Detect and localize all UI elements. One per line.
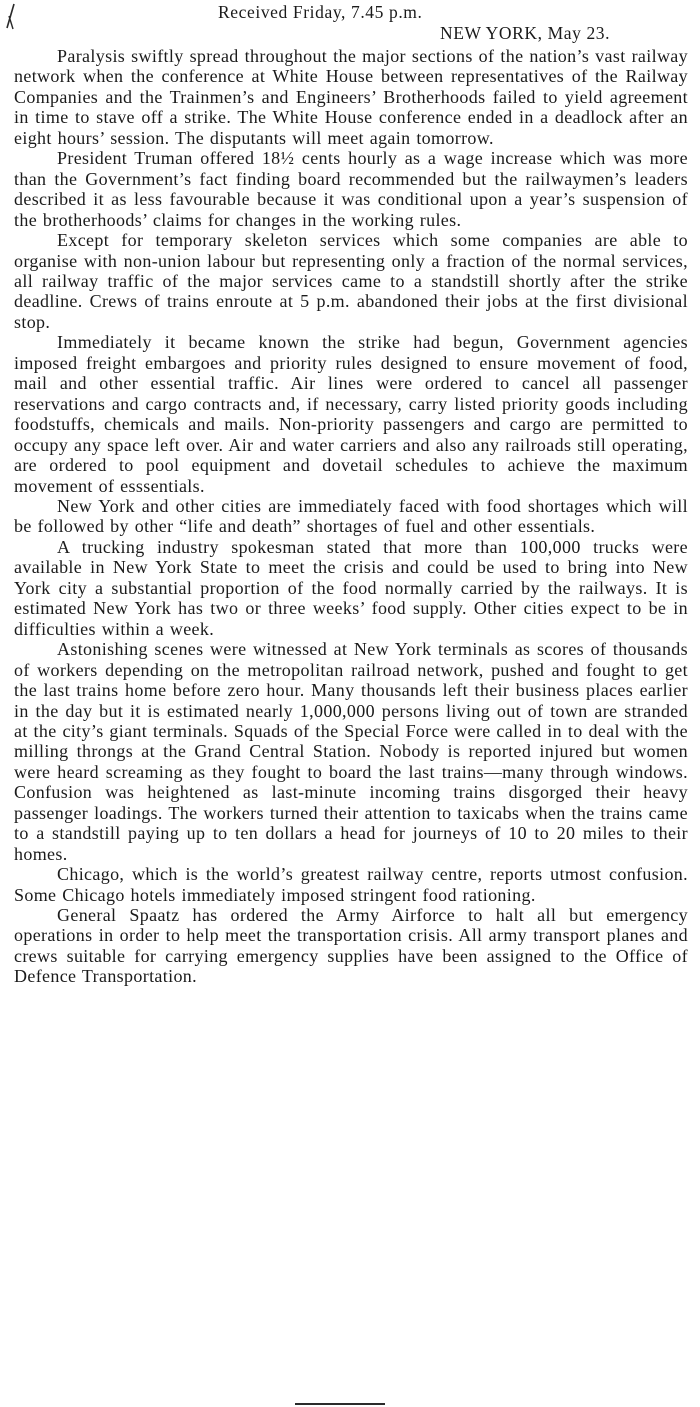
article-paragraph: Except for temporary skeleton services which some companies are able to organise with non-union labour but representing only a fraction of the normal services, all railway traffic of the major services came to a standstill shortly after the strike deadline. Crews of trains enroute at 5 p.m. abandoned their jobs at the first divisional stop. [14,230,688,332]
article-paragraph: President Truman offered 18½ cents hourly as a wage increase which was more than the Government’s fact finding board recommended but the railwaymen’s leaders described it as less favourable because it was conditional upon a year’s suspension of the brotherhoods’ claims for changes in the working rules. [14,148,688,230]
article-paragraph: General Spaatz has ordered the Army Airforce to halt all but emergency operations in order to help meet the transportation crisis. All army transport planes and crews suitable for carrying emergency supplies have been assigned to the Office of Defence Transportation. [14,905,688,987]
article-paragraph: A trucking industry spokesman stated that more than 100,000 trucks were available in New York State to meet the crisis and could be used to bring into New York city a substantial proportion of the food normally carried by the railways. It is estimated New York has two or three weeks’ food supply. Other cities expect to be in difficulties within a week. [14,536,688,639]
article-body [14,46,688,987]
article-paragraph: Astonishing scenes were witnessed at New York terminals as scores of thousands of workers depending on the metropolitan railroad network, pushed and fought to get the last trains home before zero hour. Many thousands left their business places earlier in the day but it is estimated nearly 1,000,000 persons living out of town are stranded at the city’s giant terminals. Squads of the Special Force were called in to deal with the milling throngs at the Grand Central Station. Nobody is reported injured but women were heard screaming as they fought to board the last trains—many through windows. Confusion was heightened as last-minute incoming trains disgorged their heavy passenger loadings. The workers turned their attention to taxicabs when the trains came to a standstill paying up to ten dollars a head for journeys of 10 to 20 miles to their homes. [14,639,688,864]
received-time: Received Friday, 7.45 p.m. [218,2,423,22]
article-paragraph: New York and other cities are immediately faced with food shortages which will be followed by other “life and death” shortages of fuel and other essentials. [14,495,688,537]
end-rule-divider [295,1403,385,1405]
dateline-place: NEW YORK, May 23. [440,23,611,43]
article-paragraph: Immediately it became known the strike had begun, Government agencies imposed freight embargoes and priority rules designed to ensure movement of food, mail and other essential traffic. Air lines were ordered to cancel all passenger reservations and cargo contracts and, if necessary, carry listed priority goods including foodstuffs, chemicals and mails. Non-priority passengers and cargo are permitted to occupy any space left over. Air and water carriers and also any railroads still operating, are ordered to pool equipment and dovetail schedules to achieve the maximum movement of esssentials. [14,332,688,496]
article-paragraph: Chicago, which is the world’s greatest railway centre, reports utmost confusion. Some Chicago hotels immediately imposed stringent food rationing. [14,864,688,905]
article-paragraph: Paralysis swiftly spread throughout the major sections of the nation’s vast railway network when the conference at White House between representatives of the Railway Companies and the Trainmen’s and Engineers’ Brotherhoods failed to yield agreement in time to stave off a strike. The White House conference ended in a deadlock after an eight hours’ session. The disputants will meet again tomorrow. [14,46,688,148]
